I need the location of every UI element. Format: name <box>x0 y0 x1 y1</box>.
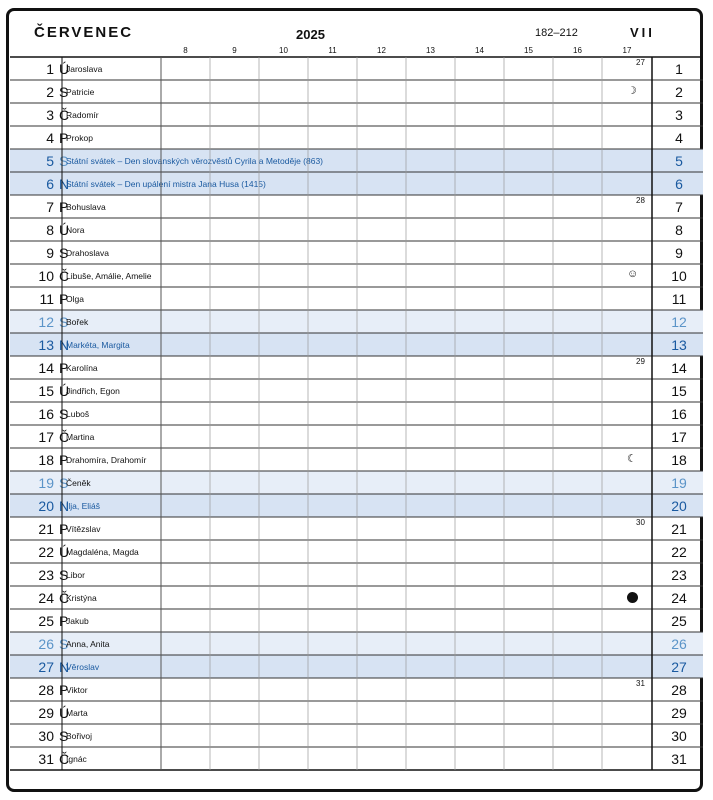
hour-label: 9 <box>232 46 237 55</box>
day-number: 6 <box>46 176 54 192</box>
nameday-text: Státní svátek – Den upálení mistra Jana Husa (1415) <box>66 179 266 189</box>
nameday-text: Radomír <box>66 110 99 120</box>
nameday-text: Věroslav <box>66 662 100 672</box>
weekday-letter: Č <box>59 429 70 445</box>
nameday-text: Marta <box>66 708 88 718</box>
nameday-text: Olga <box>66 294 84 304</box>
nameday-text: Bořek <box>66 317 89 327</box>
nameday-text: Bořivoj <box>66 731 92 741</box>
hour-label: 15 <box>524 46 533 55</box>
day-number-right: 15 <box>671 383 687 399</box>
day-number: 17 <box>38 429 54 445</box>
day-number: 8 <box>46 222 54 238</box>
hour-label: 16 <box>573 46 582 55</box>
month-roman: VII <box>630 25 655 40</box>
nameday-text: Vítězslav <box>66 524 101 534</box>
hour-label: 10 <box>279 46 288 55</box>
day-number-right: 12 <box>671 314 687 330</box>
year-label: 2025 <box>296 27 325 42</box>
nameday-text: Státní svátek – Den slovanských věrozvěstů Cyrila a Metoděje (863) <box>66 156 324 166</box>
weekday-letter: Ú <box>59 222 70 238</box>
weekday-letter: Ú <box>59 705 70 721</box>
weekday-letter: S <box>59 84 69 100</box>
weekday-letter: S <box>59 245 69 261</box>
full-moon-icon: ☺ <box>627 268 639 280</box>
nameday-text: Ignác <box>66 754 87 764</box>
day-number: 29 <box>38 705 54 721</box>
weekday-letter: P <box>59 360 69 376</box>
day-number-right: 2 <box>675 84 683 100</box>
day-number: 14 <box>38 360 54 376</box>
day-number-right: 26 <box>671 636 687 652</box>
nameday-text: Prokop <box>66 133 93 143</box>
day-number-right: 11 <box>671 291 687 307</box>
weekday-letter: P <box>59 130 69 146</box>
weekday-letter: S <box>59 314 69 330</box>
weekday-letter: Č <box>59 590 70 606</box>
day-number-right: 28 <box>671 682 687 698</box>
weekday-letter: S <box>59 567 69 583</box>
day-number-right: 22 <box>671 544 687 560</box>
week-number: 28 <box>636 196 645 205</box>
week-number: 31 <box>636 679 645 688</box>
day-number-right: 30 <box>671 728 687 744</box>
day-number-right: 24 <box>671 590 687 606</box>
hour-label: 14 <box>475 46 484 55</box>
nameday-text: Patricie <box>66 87 95 97</box>
weekday-letter: Ú <box>59 61 70 77</box>
weekday-letter: P <box>59 682 69 698</box>
day-number: 28 <box>38 682 54 698</box>
nameday-text: Markéta, Margita <box>66 340 130 350</box>
weekday-letter: Ú <box>59 383 70 399</box>
day-number: 16 <box>38 406 54 422</box>
day-number: 24 <box>38 590 54 606</box>
nameday-text: Jaroslava <box>66 64 103 74</box>
weekday-letter: N <box>59 498 70 514</box>
hour-label: 17 <box>622 46 632 55</box>
day-number: 3 <box>46 107 54 123</box>
nameday-text: Luboš <box>66 409 90 419</box>
weekday-letter: N <box>59 659 70 675</box>
weekday-letter: P <box>59 613 69 629</box>
weekday-letter: S <box>59 728 69 744</box>
hour-label: 11 <box>328 46 337 55</box>
nameday-text: Karolína <box>66 363 98 373</box>
day-number-right: 25 <box>671 613 687 629</box>
week-number: 29 <box>636 357 645 366</box>
day-number-right: 7 <box>675 199 683 215</box>
day-number: 19 <box>38 475 54 491</box>
last-quarter-moon-icon: ☾ <box>627 453 637 465</box>
day-number: 23 <box>38 567 54 583</box>
day-number-right: 13 <box>671 337 687 353</box>
day-number: 13 <box>38 337 54 353</box>
weekday-letter: P <box>59 291 69 307</box>
day-number: 10 <box>38 268 54 284</box>
day-number: 18 <box>38 452 54 468</box>
nameday-text: Drahoslava <box>66 248 109 258</box>
week-number: 27 <box>636 58 645 67</box>
weekday-letter: Č <box>59 751 70 767</box>
weekday-letter: P <box>59 452 69 468</box>
nameday-text: Jindřich, Egon <box>66 386 120 396</box>
nameday-text: Anna, Anita <box>66 639 110 649</box>
day-number-right: 17 <box>671 429 687 445</box>
weekday-letter: S <box>59 475 69 491</box>
day-number-right: 1 <box>675 61 683 77</box>
nameday-text: Viktor <box>66 685 88 695</box>
day-number-right: 29 <box>671 705 687 721</box>
weekday-letter: Ú <box>59 544 70 560</box>
nameday-text: Kristýna <box>66 593 97 603</box>
nameday-text: Magdaléna, Magda <box>66 547 139 557</box>
weekday-letter: S <box>59 636 69 652</box>
day-number-right: 10 <box>671 268 687 284</box>
day-number-right: 9 <box>675 245 683 261</box>
day-number: 2 <box>46 84 54 100</box>
day-number-right: 4 <box>675 130 683 146</box>
nameday-text: Martina <box>66 432 95 442</box>
weekday-letter: Č <box>59 107 70 123</box>
day-number: 26 <box>38 636 54 652</box>
nameday-text: Libor <box>66 570 85 580</box>
day-number: 30 <box>38 728 54 744</box>
day-of-year-range: 182–212 <box>535 27 578 39</box>
day-number: 27 <box>38 659 54 675</box>
day-number-right: 23 <box>671 567 687 583</box>
day-number-right: 6 <box>675 176 683 192</box>
day-number: 31 <box>38 751 54 767</box>
weekday-letter: P <box>59 199 69 215</box>
day-number-right: 8 <box>675 222 683 238</box>
day-number-right: 3 <box>675 107 683 123</box>
day-number: 25 <box>38 613 54 629</box>
hour-label: 8 <box>183 46 188 55</box>
day-number: 20 <box>38 498 54 514</box>
nameday-text: Bohuslava <box>66 202 106 212</box>
weekday-letter: P <box>59 521 69 537</box>
weekday-letter: N <box>59 337 70 353</box>
nameday-text: Ilja, Eliáš <box>66 501 101 511</box>
hour-label: 12 <box>377 46 386 55</box>
day-number-right: 21 <box>671 521 687 537</box>
day-number: 22 <box>38 544 54 560</box>
day-number: 12 <box>38 314 54 330</box>
hour-label: 13 <box>426 46 435 55</box>
weekday-letter: Č <box>59 268 70 284</box>
day-number: 11 <box>39 291 54 307</box>
day-number-right: 18 <box>671 452 687 468</box>
day-number: 21 <box>38 521 54 537</box>
nameday-text: Nora <box>66 225 85 235</box>
day-number-right: 19 <box>671 475 687 491</box>
first-quarter-moon-icon: ☽ <box>627 85 637 97</box>
day-number-right: 20 <box>671 498 687 514</box>
day-number: 15 <box>38 383 54 399</box>
weekday-letter: N <box>59 176 70 192</box>
day-number: 5 <box>46 153 54 169</box>
nameday-text: Jakub <box>66 616 89 626</box>
day-number: 9 <box>46 245 54 261</box>
day-number-right: 14 <box>671 360 687 376</box>
day-number-right: 31 <box>671 751 687 767</box>
day-number: 7 <box>46 199 54 215</box>
weekday-letter: S <box>59 406 69 422</box>
day-number-right: 16 <box>671 406 687 422</box>
weekday-letter: S <box>59 153 69 169</box>
month-name: ČERVENEC <box>34 24 134 41</box>
day-number-right: 5 <box>675 153 683 169</box>
week-number: 30 <box>636 518 645 527</box>
day-number: 4 <box>46 130 54 146</box>
nameday-text: Drahomíra, Drahomír <box>66 455 147 465</box>
nameday-text: Libuše, Amálie, Amelie <box>66 271 152 281</box>
day-number: 1 <box>46 61 54 77</box>
day-number-right: 27 <box>671 659 687 675</box>
nameday-text: Čeněk <box>66 478 91 488</box>
